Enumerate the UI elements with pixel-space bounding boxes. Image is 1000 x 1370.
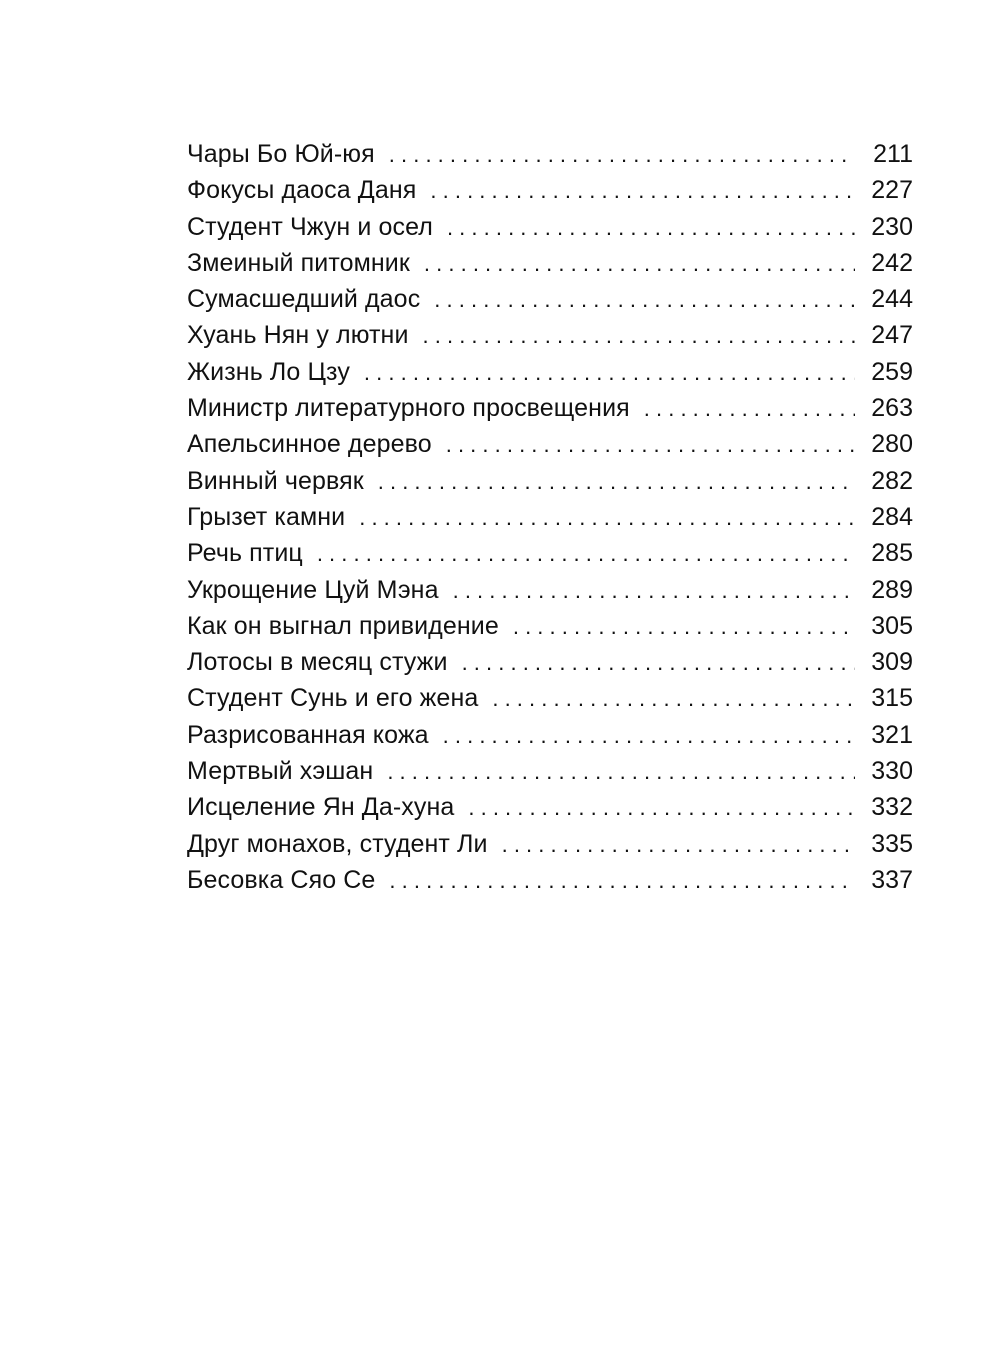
toc-entry-title: Министр литературного просвещения (187, 394, 630, 423)
toc-entry[interactable] (187, 572, 913, 608)
toc-entry-page: 337 (871, 865, 913, 894)
toc-dot-leader (502, 827, 855, 863)
toc-entry-title: Укрощение Цуй Мэна (187, 575, 439, 604)
toc-entry-page: 242 (871, 248, 913, 277)
toc-entry[interactable] (187, 644, 913, 680)
toc-entry-title: Змеиный питомник (187, 248, 410, 277)
toc-entry-page: 309 (871, 648, 913, 677)
toc-dot-leader (387, 754, 855, 790)
toc-entry-title: Бесовка Сяо Се (187, 865, 376, 894)
toc-dot-leader (468, 790, 855, 826)
toc-entry-title: Фокусы даоса Даня (187, 176, 417, 205)
toc-entry-page: 227 (871, 176, 913, 205)
toc-dot-leader (378, 464, 855, 500)
toc-entry-title: Винный червяк (187, 466, 364, 495)
toc-entry-page: 289 (871, 575, 913, 604)
toc-entry[interactable] (187, 753, 913, 789)
toc-entry[interactable] (187, 862, 913, 898)
toc-dot-leader (424, 246, 855, 282)
toc-dot-leader (423, 318, 855, 354)
toc-dot-leader (644, 391, 855, 427)
table-of-contents (187, 136, 913, 898)
toc-dot-leader (389, 137, 855, 173)
toc-entry-title: Исцеление Ян Да-хуна (187, 793, 455, 822)
toc-dot-leader (359, 500, 855, 536)
toc-entry-title: Студент Сунь и его жена (187, 684, 479, 713)
toc-entry-page: 284 (871, 502, 913, 531)
toc-entry[interactable] (187, 608, 913, 644)
toc-dot-leader (462, 645, 855, 681)
toc-entry[interactable] (187, 172, 913, 208)
toc-dot-leader (513, 609, 855, 645)
toc-entry-page: 211 (873, 140, 913, 168)
toc-entry-page: 285 (871, 539, 913, 568)
toc-entry-page: 332 (871, 793, 913, 822)
toc-entry-page: 280 (871, 430, 913, 459)
toc-entry-title: Апельсинное дерево (187, 430, 432, 459)
toc-entry-title: Мертвый хэшан (187, 757, 374, 786)
toc-entry[interactable] (187, 680, 913, 716)
toc-entry-page: 282 (871, 466, 913, 495)
toc-dot-leader (389, 863, 855, 899)
toc-entry-page: 247 (871, 321, 913, 350)
toc-entry-page: 263 (871, 394, 913, 423)
toc-entry[interactable] (187, 390, 913, 426)
toc-entry-page: 230 (871, 212, 913, 241)
toc-entry[interactable] (187, 354, 913, 390)
toc-entry[interactable] (187, 789, 913, 825)
toc-dot-leader (453, 573, 855, 609)
toc-dot-leader (492, 681, 855, 717)
toc-entry[interactable] (187, 317, 913, 353)
toc-entry[interactable] (187, 826, 913, 862)
toc-dot-leader (317, 536, 855, 572)
toc-entry-title: Сумасшедший даос (187, 285, 421, 314)
toc-dot-leader (430, 173, 855, 209)
toc-entry-title: Речь птиц (187, 539, 303, 568)
toc-entry-page: 330 (871, 757, 913, 786)
toc-entry-page: 244 (871, 285, 913, 314)
toc-entry-title: Как он выгнал привидение (187, 611, 499, 640)
toc-entry-page: 305 (871, 611, 913, 640)
toc-entry[interactable] (187, 281, 913, 317)
toc-dot-leader (446, 427, 855, 463)
toc-entry[interactable] (187, 245, 913, 281)
toc-entry-title: Студент Чжун и осел (187, 212, 433, 241)
toc-entry-title: Друг монахов, студент Ли (187, 829, 488, 858)
toc-entry[interactable] (187, 535, 913, 571)
toc-entry-title: Разрисованная кожа (187, 720, 429, 749)
toc-dot-leader (434, 282, 855, 318)
toc-entry-title: Хуань Нян у лютни (187, 321, 409, 350)
toc-entry[interactable] (187, 426, 913, 462)
toc-entry[interactable] (187, 463, 913, 499)
toc-entry-page: 315 (871, 684, 913, 713)
toc-entry-title: Чары Бо Юй-юя (187, 140, 375, 168)
toc-dot-leader (443, 718, 855, 754)
toc-entry[interactable] (187, 136, 913, 172)
toc-dot-leader (447, 210, 855, 246)
toc-entry-title: Грызет камни (187, 502, 346, 531)
toc-entry-page: 259 (871, 357, 913, 386)
toc-entry[interactable] (187, 717, 913, 753)
toc-entry-page: 321 (871, 720, 913, 749)
toc-entry[interactable] (187, 499, 913, 535)
toc-entry-title: Жизнь Ло Цзу (187, 357, 350, 386)
toc-entry-page: 335 (871, 829, 913, 858)
toc-entry[interactable] (187, 209, 913, 245)
toc-entry-title: Лотосы в месяц стужи (187, 648, 448, 677)
toc-dot-leader (364, 355, 855, 391)
